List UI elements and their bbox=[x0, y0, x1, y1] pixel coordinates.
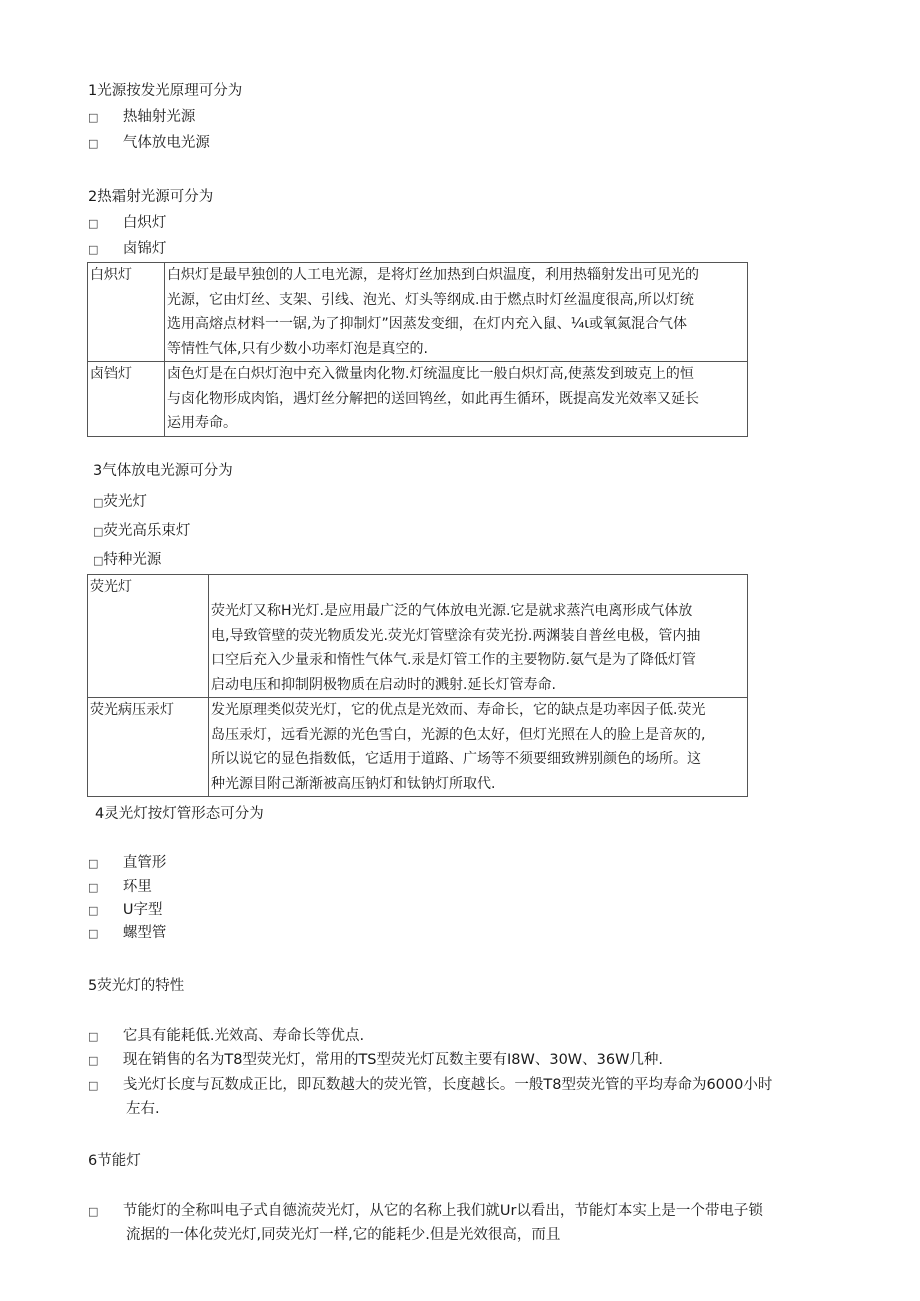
list-item: □ 直管形 bbox=[88, 855, 167, 871]
list-item: □ 白炽灯 bbox=[88, 215, 167, 231]
section4-heading: 4灵光灯按灯管形态可分为 bbox=[95, 806, 264, 822]
list-item: □ 戋光灯长度与瓦数成正比，即瓦数越大的荧光管，长度越长。一般T8型荧光管的平均寿命为6000小时 bbox=[88, 1077, 773, 1093]
list-item: □ 气体放电光源 bbox=[88, 135, 210, 151]
checkbox-icon: □ bbox=[93, 496, 104, 509]
list-item: □ 节能灯的全称叫电子式自德流荧光灯，从它的名称上我们就Ur以看出，节能灯本实上是一个带电子锁 bbox=[88, 1203, 763, 1219]
checkbox-icon: □ bbox=[93, 525, 104, 538]
table-row bbox=[88, 575, 748, 698]
checkbox-icon: □ bbox=[88, 927, 99, 940]
list-item: □荧光灯 bbox=[93, 494, 147, 510]
checkbox-icon: □ bbox=[88, 243, 99, 256]
checkbox-icon: □ bbox=[88, 857, 99, 870]
list-item: □特种光源 bbox=[93, 552, 162, 568]
table-cell-name: 卤铛灯 bbox=[88, 362, 165, 437]
checkbox-icon: □ bbox=[88, 111, 99, 124]
section2-heading: 2热霜射光源可分为 bbox=[88, 189, 214, 205]
table-cell-desc: 发光原理类似荧光灯，它的优点是光效而、寿命长，它的缺点是功率因子低.荧光 岛压汞灯，远看光源的光色雪白，光源的色太好，但灯光照在人的脸上是音灰的, 所以说它的显色指数低，它适用于道路、广场等不须要细致辨别颜色的场所。这 种光源目附己渐渐被高压钠灯和钛钠灯所取代. bbox=[209, 698, 748, 797]
list-item: □ 热轴射光源 bbox=[88, 109, 196, 125]
checkbox-icon: □ bbox=[93, 554, 104, 567]
table-row bbox=[88, 698, 748, 797]
table-cell-name: 荧光病压汞灯 bbox=[88, 698, 209, 797]
list-item: □ 卤锦灯 bbox=[88, 241, 167, 257]
table-row bbox=[88, 362, 748, 437]
section3-heading: 3气体放电光源可分为 bbox=[93, 463, 233, 479]
list-item: □ 它具有能耗低.光效高、寿命长等优点. bbox=[88, 1028, 365, 1044]
list-item: □ 螺型管 bbox=[88, 925, 167, 941]
checkbox-icon: □ bbox=[88, 1054, 99, 1067]
section6-heading: 6节能灯 bbox=[88, 1153, 141, 1169]
list-item: □ 环里 bbox=[88, 879, 152, 895]
checkbox-icon: □ bbox=[88, 881, 99, 894]
section5-heading: 5荧光灯的特性 bbox=[88, 978, 185, 994]
incandescent-table bbox=[87, 262, 748, 437]
checkbox-icon: □ bbox=[88, 1079, 99, 1092]
list-item: □ 现在销售的名为T8型荧光灯，常用的TS型荧光灯瓦数主要有I8W、30W、36W几种. bbox=[88, 1052, 664, 1068]
checkbox-icon: □ bbox=[88, 1030, 99, 1043]
table-row bbox=[88, 263, 748, 362]
list-item-continuation: 左右. bbox=[126, 1101, 160, 1117]
table-cell-desc: 卤色灯是在白炽灯泡中充入微量肉化物.灯统温度比一般白炽灯高,使蒸发到玻克上的恒 与卤化物形成肉馅，遇灯丝分解把的送回鸨丝，如此再生循环，既提高发光效率又延长 运用寿命。 bbox=[165, 362, 748, 437]
list-item: □ U字型 bbox=[88, 902, 163, 918]
checkbox-icon: □ bbox=[88, 1205, 99, 1218]
table-cell-name: 荧光灯 bbox=[88, 575, 209, 698]
checkbox-icon: □ bbox=[88, 137, 99, 150]
list-item: □荧光高乐束灯 bbox=[93, 523, 191, 539]
checkbox-icon: □ bbox=[88, 904, 99, 917]
section1-heading: 1光源按发光原理可分为 bbox=[88, 83, 243, 99]
discharge-lamp-table bbox=[87, 574, 748, 797]
table-cell-desc: 荧光灯又称H光灯.是应用最广泛的气体放电光源.它是就求蒸汽电离形成气体放 电,导致管壁的荧光物质发光.荧光灯管壁涂有荧光扮.两渊装自普丝电极，管内抽 口空后充入少量汞和惰性气体气.汞是灯管工作的主要物防.氨气是为了降低灯管 启动电压和抑制阴极物质在启动时的溅射.延长灯管寿命. bbox=[209, 575, 748, 698]
list-item-continuation: 流据的一体化荧光灯,同荧光灯一样,它的能耗少.但是光效很高，而且 bbox=[126, 1227, 561, 1243]
table-cell-name: 白炽灯 bbox=[88, 263, 165, 362]
checkbox-icon: □ bbox=[88, 217, 99, 230]
table-cell-desc: 白炽灯是最早独创的人工电光源，是将灯丝加热到白炽温度，利用热辎射发出可见光的 光源，它由灯丝、支架、引线、泡光、灯头等纲成.由于燃点时灯丝温度很高,所以灯统 选用高熔点材料一一锯,为了抑制灯”因蒸发变细，在灯内充入鼠、¼ι或氧氮混合气体 等情性气体,只有少数小功率灯泡是真空的. bbox=[165, 263, 748, 362]
